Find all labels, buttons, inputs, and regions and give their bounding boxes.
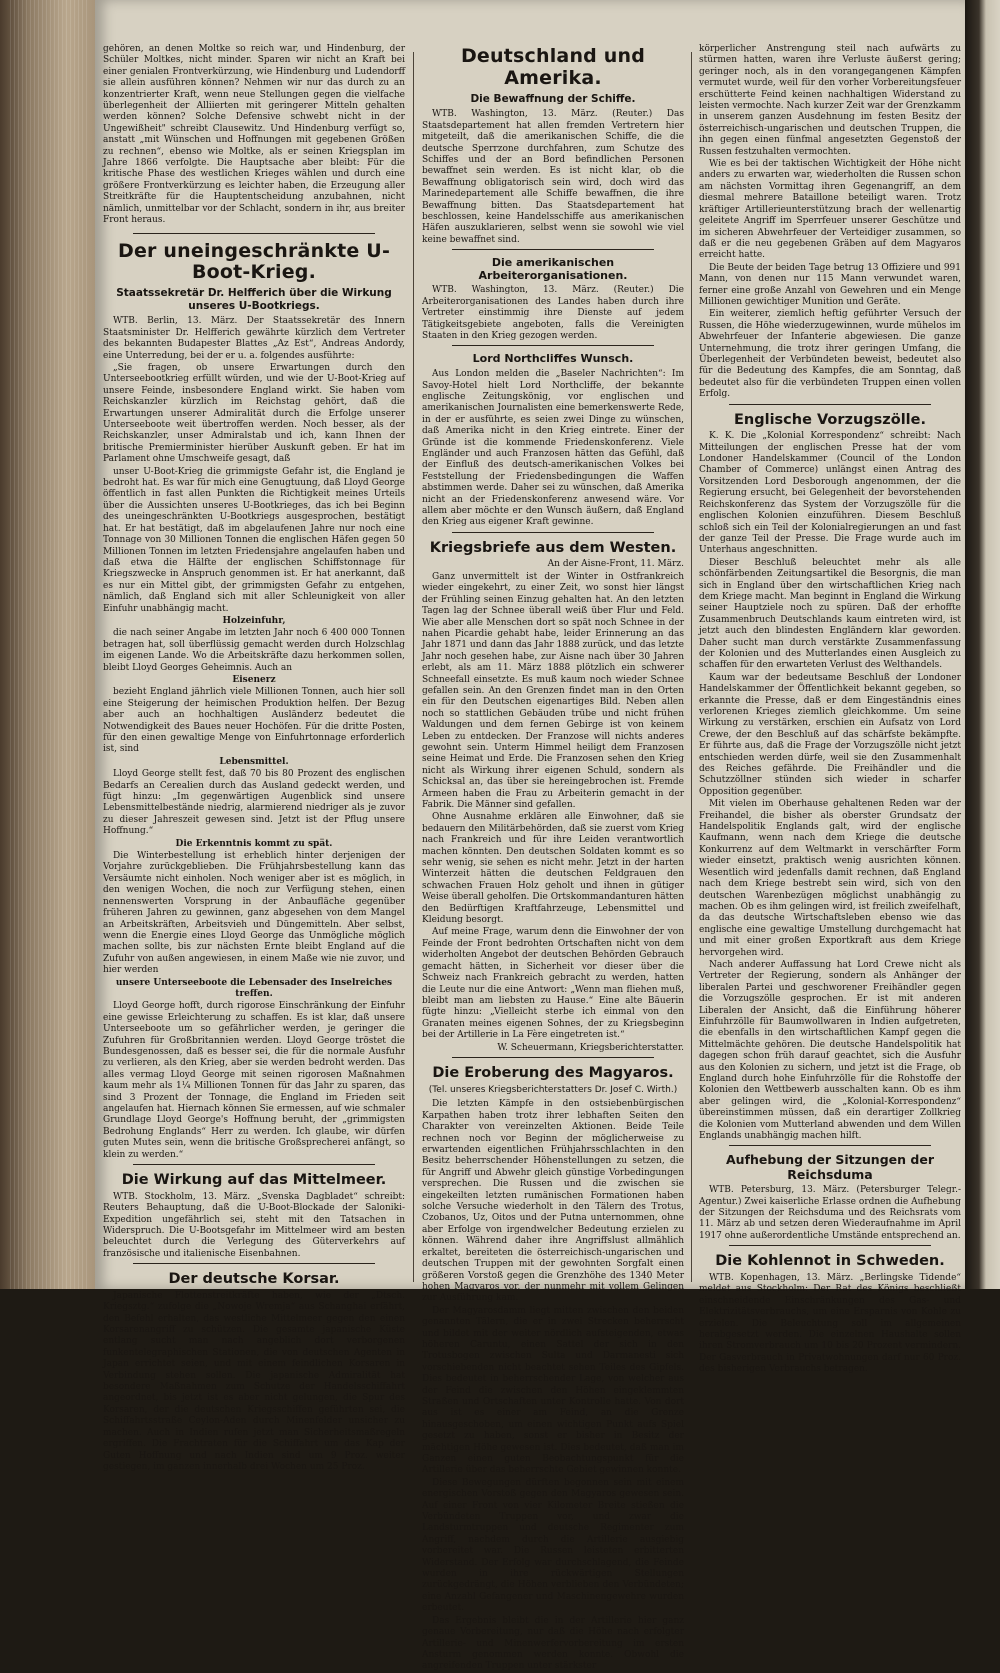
paragraph: unser U-Boot-Krieg die grimmigste Gefahr ist, die England je bedroht hat. Es war für mich eine Genugtuung, daß Lloyd George öffentlich in fast allen Punkten die Richtigkeit meines Urteils über die Aussichten unseres U-Bootkrieges, das ich bei Beginn des uneingeschränkten U-Bootkriegs ausgesprochen, bestätigt hat. Er hat bestätigt, daß im abgelaufenen Jahre nur noch eine Tonnage von 30 Millionen Tonnen die englischen Häfen gegen 50 Millionen Tonnen im letzten Friedensjahre angelaufen haben und daß etwa die Hälfte der englischen Schiffstonnage für Kriegszwecke in Anspruch genommen ist. Er hat anerkannt, daß es nur ein Mittel gibt, der grimmigsten Gefahr zu entgehen, nämlich, daß England sich mit aller Schleunigkeit von aller Einfuhr unabhängig macht. [103,466,405,614]
paragraph: Aus London melden die „Baseler Nachrichten“: Im Savoy-Hotel hielt Lord Northcliffe, der bekannte englische Zeitungskönig, vor englischen und amerikanischen Journalisten eine bemerkenswerte Rede, in der er ausführte, es seien zwei Dinge zu wünschen, daß Amerika nicht in den Krieg eintrete. Einer der Gründe ist die kommende Friedenskonferenz. Viele Engländer und auch Franzosen hätten das Gefühl, daß der Einfluß des deutsch-amerikanischen Volkes bei Feststellung der Friedensbedingungen die Waffen abstimmen werde. Daher sei zu wünschen, daß Amerika nicht an der Friedenskonferenz anwesend wäre. Vor allem aber möchte er den Wunsch äußern, daß England den Krieg aus eigener Kraft gewinne. [422,369,684,528]
signature: W. Scheuermann, Kriegsberichterstatter. [497,1042,684,1053]
headline-reichsduma: Aufhebung der Sitzungen der Reichsduma [726,1152,934,1182]
headline-u-boot-krieg: Der uneingeschränkte U-Boot-Krieg. [117,239,391,284]
column-2 [422,44,684,1672]
paragraph: Ein weiterer, ziemlich heftig geführter Versuch der Russen, die Höhe wiederzugewinnen, wurde mühelos im Abwehrfeuer der Infanterie abgewiesen. Die ganze Unternehmung, die trotz ihrer geringen Umfang, die Überlegenheit der Verbündeten beweist, bedeutet also für die Bedeutung des Kampfes, die am Sonntag, daß bedeutet also für die verbündeten Truppen einen vollen Erfolg. [699,309,961,400]
section-head-lebensader: unsere Unterseeboote die Lebensader des Inselreiches treffen. [115,977,393,999]
paragraph: „Sie fragen, ob unsere Erwartungen durch den Unterseebootkrieg erfüllt würden, und wie der U-Boot-Krieg auf unsere Feinde, insbesondere England wirkt. Sie haben vom Reichskanzler kürzlich im Reichstag gehört, daß die Erwartungen unserer Admiralität durch die Erfolge unserer Unterseeboote weit übertroffen werden. Noch besser, als der Reichskanzler, unser Admiralstab und ich, kann Ihnen der britische Premierminister hierüber Auskunft geben. Er hat im Parlament ohne Umschweife gesagt, daß [103,363,405,465]
paragraph: WTB. Washington, 13. März. (Reuter.) Das Staatsdepartement hat allen fremden Vertretern hier mitgeteilt, daß die amerikanischen Schiffe, die die deutsche Sperrzone durchfahren, zum Schutze des Schiffes und der an Bord befindlichen Personen bewaffnet sein werden. Es ist nicht klar, ob die Bewaffnung obligatorisch sein wird, doch wird das Marinedepartement alle Schiffe bewaffnen, die ihre Bewaffnung bitten. Das Staatsdepartement hat beschlossen, keine Handelsschiffe aus amerikanischen Häfen auszuklarieren, selbst wenn sie sowohl wie viel keine bewaffnet sind. [422,109,684,245]
headline-kohlennot: Die Kohlennot in Schweden. [715,1253,945,1270]
headline-vorzugszoelle: Englische Vorzugszölle. [734,411,926,428]
headline-korsar: Der deutsche Korsar. [168,1271,340,1288]
subheadline-wirth: (Tel. unseres Kriegsberichterstatters Dr. Josef C. Wirth.) [428,1084,678,1095]
paragraph: Ohne Ausnahme erklären alle Einwohner, daß sie bedauern den Militärbehörden, daß sie zuerst vom Krieg nach Frankreich und für ihre Leiden verantwortlich machen könnten. Den deutschen Soldaten kommt es so sehr wenig, sie sehen es nicht mehr. Jetzt in der harten Winterzeit hätten die deutschen Feldgrauen den schwachen Frauen Holz geholt und ihnen in gütiger Weise überall geholfen. Die Ortskommandanturen hätten den Bedürftigen Kraftfahrzeuge, Lebensmittel und Kleidung besorgt. [422,812,684,926]
headline-kriegsbriefe: Kriegsbriefe aus dem Westen. [429,539,677,556]
next-page-edge [965,0,1000,1289]
separator [452,249,654,250]
paragraph: bezieht England jährlich viele Millionen Tonnen, auch hier soll eine Steigerung der heimischen Produktion helfen. Der Bezug aber auch an hochhaltigen Ausländerz bedeutet die Notwendigkeit des Baues neuer Hochöfen. Für die dritte Posten, für den einen gewaltige Menge von Einfuhrtonnage erforderlich ist, sind [103,687,405,755]
paragraph: körperlicher Anstrengung steil nach aufwärts zu stürmen hatten, waren ihre Verluste äußerst gering; geringer noch, als in den vorangegangenen Kämpfen vermutet wurde, weil für den vorher Vorbereitungsfeuer erschütterte Feind keinen nachhaltigen Widerstand zu leisten vermochte. Nach kurzer Zeit war der Grenzkamm in unserem ganzen Ausdehnung im festen Besitz der österreichisch-ungarischen und deutschen Truppen, die ihn gegen einen fünfmal angesetzten Gegenstoß der Russen festzuhalten vermochten. [699,44,961,157]
paragraph: Japanische Flottenstreitkräfte haben, wie der „Dtsch. Kriegsztg.“ zufolge die „Nowoje Wremja“ aus Schanghai erfährt, den Befehl erhalten, das westliche Mittelmeer gegen den einen Korsarenangriff zu schützen. Die gesamte japanische Küste entlang sucht man nach angeblich dort verborgenen funkentelegraphischen Stationen, die von deutschen Agenten in Japan errichtet seien, und mit einem feindlichen Korsaren in Verbindung stehen sollen. Die japanische Admiralität hat besondere Maßnahmen zum Schutze der Handelsschiffahrt angeordnet, bis jetzt ist es aber nicht gelungen, die Spur des Korsaren, der die deutschen Kriegsschiffen geführten sei, die Schiffahrtsstraße Ceylon-Aden durch Minenfelder unsicher zu machen. Auch in Indien rufen jetzt man Sicherheitsmaßregeln ergriffen. Die Frachtraten für die Schiffahrt um das Kap der Guten Hoffnung und nach Indien sind um 9 Proz. weiter gestiegen, im ganzen innerhalb drei Wochen um 25 Proz. [103,1290,405,1472]
section-head-lebensmittel: Lebensmittel. [219,756,289,767]
section-head-eisen: Eisenerz [232,674,276,685]
paragraph: Die Beute der beiden Tage betrug 13 Offiziere und 991 Mann, von denen nur 115 Mann verwundet waren, ferner eine große Anzahl von Gewehren und ein Menge Millionen gewichtiger Munition und Geräte. [699,262,961,307]
column-rule-2 [691,52,692,1282]
separator [729,1145,931,1146]
section-head-holz: Holzeinfuhr, [222,615,286,626]
paragraph: WTB. Washington, 13. März. (Reuter.) Die Arbeiterorganisationen des Landes haben durch ihre Vertreter einstimmig ihre Dienste auf jedem Tätigkeitsgebiete angeboten, falls die Vereinigten Staaten in den Krieg gezogen werden. [422,285,684,342]
paragraph: Kaum war der bedeutsame Beschluß der Londoner Handelskammer der Öffentlichkeit bekannt gegeben, so erkannte die Presse, daß er dem Eingeständnis eines verlorenen Krieges ziemlich gleichkomme. Um seine Wirkung zu verstärken, erschien ein Aufsatz von Lord Crewe, der den Beschluß auf das schärfste bekämpfte. Er führte aus, daß die Frage der Vorzugszölle nicht jetzt entschieden werden dürfe, weil sie den Zusammenhalt des Reiches gefährde. Die Freihändler und die Schutzzöllner stünden sich wieder in scharfer Opposition gegenüber. [699,672,961,797]
paragraph: Dieser Beschluß beleuchtet mehr als alle schönfärbenden Zeitungsartikel die Besorgnis, die man sich in England über den wirtschaftlichen Krieg nach dem Kriege macht. Man beginnt in England die Wirkung seiner Hauptziele noch zu spüren. Daß der erhoffte Zusammenbruch Deutschlands kaum eintreten wird, ist jetzt auch den blindesten Engländern klar geworden. Daher sucht man durch verstärkte Zusammenfassung der Kolonien und des Mutterlandes einen Ausgleich zu schaffen für den erwarteten Verlust des Welthandels. [699,557,961,671]
column-rule-1 [413,52,414,1282]
paragraph: WTB. Stockholm, 13. März. „Svenska Dagbladet“ schreibt: Reuters Behauptung, daß die U-Boot-Blockade der Saloniki-Expedition ungefährlich sei, steht mit den Tatsachen in Widerspruch. Die U-Bootsgefahr im Mittelmeer wird am besten beleuchtet durch die Verlegung des Güterverkehrs auf französische und italienische Eisenbahnen. [103,1191,405,1259]
paragraph: WTB. Berlin, 13. März. Der Staatssekretär des Innern Staatsminister Dr. Helfferich gewährte kürzlich dem Vertreter des bekannten Budapester Blattes „Az Est“, Andreas Andordy, eine Unterredung, bei der er u. a. folgendes ausführte: [103,316,405,361]
section-head-erkenntnis: Die Erkenntnis kommt zu spät. [175,838,333,849]
paragraph: die nach seiner Angabe im letzten Jahr noch 6 400 000 Tonnen betragen hat, soll überflüssig gemacht werden durch Holzschlag im eigenen Lande. Wo die Arbeitskräfte dazu herkommen sollen, bleibt Lloyd Georges Geheimnis. Auch an [103,628,405,673]
paragraph: Wie es bei der taktischen Wichtigkeit der Höhe nicht anders zu erwarten war, wiederholten die Russen schon am nächsten Vormittag ihren Gegenangriff, an dem diesmal mehrere Bataillone beteiligt waren. Trotz kräftiger Artillerieunterstützung brach der wellenartig geleitete Angriff im Sperrfeuer unserer Geschütze und im sicheren Abwehrfeuer der Verteidiger zusammen, so daß er die neu gegebenen Gräben auf dem Magyaros erreicht hatte. [699,159,961,261]
subheadline-helfferich: Staatssekretär Dr. Helfferich über die Wirkung unseres U-Bootkriegs. [116,287,392,312]
column-3 [699,44,961,1375]
headline-deutschland-amerika: Deutschland und Amerika. [460,45,646,89]
separator [133,1263,375,1264]
paragraph: Das Ergebnis bleibt die in der Artillerie hier ganz genaue Vorbereitung, nur daß die Höhe nach erfolgter Artillerie- und Minenwerfervorbereitung im ersten Ansturm genommen werden konnte. Obwohl die angreifenden Truppen unter stärkster [422,1615,684,1672]
paragraph: Die Winterbestellung ist erheblich hinter derjenigen der Vorjahre zurückgeblieben. Die Frühjahrsbestellung kann das Versäumte nicht einholen. Noch weniger aber ist es möglich, in den wenigen Wochen, die noch zur Verfügung stehen, einen nennenswerten Vorsprung in der Anbaufläche gegenüber früheren Jahren zu gewinnen, ganz abgesehen von dem Mangel an Arbeitskräften, Arbeitsvieh und Düngemitteln. Aber selbst, wenn die Energie eines Lloyd George das Unmögliche möglich machen sollte, bis zur nächsten Ernte bleibt England auf die Zufuhr von außen angewiesen, in einem Maße wie nie zuvor, und hier werden [103,851,405,976]
separator [133,1164,375,1165]
dateline: An der Aisne-Front, 11. März. [547,559,684,570]
headline-magyaros: Die Eroberung des Magyaros. [432,1064,674,1081]
headline-mittelmeer: Die Wirkung auf das Mittelmeer. [121,1172,387,1189]
separator [452,345,654,346]
separator [133,233,375,234]
paragraph: Die letzten Kämpfe in den ostsiebenbürgischen Karpathen haben trotz ihrer lebhaften Seiten den Charakter von vereinzelten Aktionen. Beide Teile rechnen noch vor Beginn der möglicherweise zu erwartenden eigentlichen Frühjahrsschlachten in den Besitz beherrschender Höhenstellungen zu setzen, die für Angriff und Abwehr gleich günstige Vorbedingungen versprechen. Die Russen und die zwischen sie eingekeilten letzten rumänischen Formationen haben solche Versuche wiederholt in den Tälern des Trotus, Czobanos, Uz, Oitos und der Putna unternommen, ohne aber Erfolge von irgendwelcher Bedeutung erzielen zu können. Während daher ihre Angriffslust allmählich erkaltet, bereiteten die österreichisch-ungarischen und deutschen Truppen mit der gewohnten Sorgfalt einen größeren Vorstoß gegen die Grenzhöhe des 1340 Meter hohen Magyaros vor, der nunmehr mit vollem Gelingen zur Ausführung kam. [422,1099,684,1304]
paragraph: Auf meine Frage, warum denn die Einwohner der von Feinde der Front bedrohten Ortschaften nicht von dem widerholten Angebot der deutschen Behörden Gebrauch gemacht hätten, in Sicherheit vor dieser über die Schweiz nach Frankreich gebracht zu werden, hatten die Leute nur die eine Antwort: „Wenn man fliehen muß, bleibt man am liebsten zu Hause.“ Eine alte Bäuerin fügte hinzu: „Vielleicht sterbe ich einmal von den Granaten meines eigenen Sohnes, der zu Kriegsbeginn bei der Artillerie in La Fère eingetreten ist.“ [422,927,684,1041]
separator [452,1057,654,1058]
paragraph: WTB. Petersburg, 13. März. (Petersburger Telegr.-Agentur.) Zwei kaiserliche Erlasse ordnen die Aufhebung der Sitzungen der Reichsduma und des Reichsrats vom 11. März ab und setzen deren Wiederaufnahme im April 1917 ohne außerordentliche Umstände entsprechend an. [699,1185,961,1241]
separator [729,404,931,405]
paragraph: K. K. Die „Kolonial Korrespondenz“ schreibt: Nach Mitteilungen der englischen Presse hat der vom Londoner Handelskammer (Council of the London Chamber of Commerce) unlängst einen Antrag des Vorsitzenden Lord Desborough angenommen, der die Regierung ersucht, bei Gelegenheit der bevorstehenden Reichskonferenz das System der Vorzugszölle für die englischen Kolonien einzuführen. Diesem Beschluß schloß sich ein Teil der Kolonialregierungen an und fast der ganze Teil der Presse. Die Frage wurde auch im Unterhaus angeschnitten. [699,431,961,556]
column-1 [103,44,405,1472]
paragraph: Ganz unvermittelt ist der Winter in Ostfrankreich wieder eingekehrt, zu einer Zeit, wo sonst hier längst der Frühling seinen Einzug gehalten hat. An den letzten Tagen lag der Schnee überall weiß über Flur und Feld. Wie aber alle Menschen dort so spät noch Schnee in der nahen Picardie gehabt habe, leider Erinnerung an das Jahr 1871 und dann das Jahr 1888 zurück, und das letzte Jahr noch gesehen habe, zur Aisne nach über 30 Jahren erlebt, als am 11. März 1888 plötzlich ein schwerer Schneefall einsetzte. Es muß kaum noch wieder Schnee gefallen sein. An den Grenzen findet man in den Orten ein für den Deutschen eigenartiges Bild. Neben allen noch so stattlichen Gebäuden trübe und nicht frühen Waldungen und dem fernen Gebirge ist von keinem Leben zu entdecken. Der Franzose will nichts anderes gewohnt sein. Unterm Himmel heiligt dem Franzosen seine Heimat und Erde. Die Franzosen sehen den Krieg nicht als Wirkung ihrer eigenen Schuld, sondern als Schicksal an, das über sie hereingebrochen ist. Fremde Armeen haben die Frau zu Arbeiterin gemacht in der Fabrik. Die Männer sind gefallen. [422,571,684,810]
binding-texture [10,0,90,1289]
paragraph: Nach anderer Auffassung hat Lord Crewe nicht als Vertreter der Regierung, sondern als Anhänger der liberalen Partei und geschworener Freihändler gegen die Vorzugszölle gesprochen. Er ist mit anderen Liberalen der Ansicht, daß die Einführung höherer Einfuhrzölle für Baumwollwaren in Indien aufgetreten, die ebenfalls in den wirtschaftlichen Kampf gegen die Mittelmächte gehören. Die deutsche Handelspolitik hat dagegen schon früh darauf geachtet, sich die Ausfuhr aus den Kolonien zu sichern, und jetzt ist die Frage, ob England durch hohe Einfuhrzölle für die Rohstoffe der Kolonien den Wettbewerb ausschalten kann. Ob es ihm aber gelingen wird, die „Kolonial-Korrespondenz“ übereinstimmen müssen, daß ein derartiger Zollkrieg die Kolonien vom Mutterland abwenden und dem Willen Englands unabhängig machen hilft. [699,959,961,1142]
paragraph: Lloyd George stellt fest, daß 70 bis 80 Prozent des englischen Bedarfs an Cerealien durch das Ausland gedeckt werden, und fügt hinzu: „Im gegenwärtigen Augenblick sind unsere Lebensmittelbestände niedrig, alarmierend niedriger als je zuvor zu dieser Jahreszeit gewesen sind. Jetzt ist der Pflug unsere Hoffnung.“ [103,769,405,837]
subheadline-bewaffnung: Die Bewaffnung der Schiffe. [470,92,636,105]
paragraph: Der Magyarosdamm liegt mitten zwischen den beiden genannten Tälern, die er in zwei Strecken beherrscht und bildet mit der weiter nördlich aufsteigenden, etwas höheren Caruntu, einen Sattel der sich in den Trotusbogen zwischen Sulta und Darmanesti sich vorschiebenden nicht beachtet sehen Teiles des Gipfels. Dies bedeutet in beherrschender Lage, von welcher aus der Feind die zwischen den Höhen eingeklemmten Straßen und Ortschaften unter Kontrolle hatte. Von dort aus ist es einer am Feind, an die Grenze hinausgeschoben, um einen wichtigen Punkt aufs Spiel gesetzt zu haben, sonst er bisher in Besitz der mächtigen Höhe gewesen ist. Dies bedeutet, daß man im Ganzen einen guten Beobachtungspunkt für die Artillerie über das beherrschte Gebiet gewinnen konnte. [422,1305,684,1476]
article-continuation: gehören, an denen Moltke so reich war, und Hindenburg, der Schüler Moltkes, nicht minder. Sparen wir nicht an Kraft bei einer genialen Frontverkürzung, wie Hindenburg und Ludendorff sie allein ausführen können? Nehmen wir nur das durch zu an konzentrierter Kraft, wenn neue Stellungen gegen die vielfache überlegenheit der Alliierten mit geringerer Mitteln gehalten werden können? Solche Defensive schwebt nicht in der Ungewißheit" schreibt Clausewitz. Und Hindenburg verfügt so, anstatt „mit Wünschen und Hoffnungen mit gegebenen Größen zu rechnen“, ebenso wie Moltke, als er seinen Kriegsplan im Jahre 1866 verfolgte. Die Hauptsache aber bleibt: Für die kritische Phase des westlichen Krieges wählen und durch eine größere Frontverkürzung es leichter haben, die Erzeugung aller Streitkräfte für die Hauptentscheidung anzubahnen, nicht nämlich, unmittelbar vor der Schlacht, sondern in ihr, aus breiter Front heraus. [103,44,405,226]
paragraph: Mit vielen im Oberhause gehaltenen Reden war der Freihandel, die bisher als oberster Grundsatz der Handelspolitik Englands galt, wird der englische Kaufmann, wenn nach dem Kriege die deutsche Konkurrenz auf dem Weltmarkt in verschärfter Form wieder einsetzt, praktisch wenig ausrichten können. Wesentlich wird jedenfalls damit rechnen, daß England nach dem Kriege bestrebt sein wird, sich von den deutschen Warenbezügen möglichst unabhängig zu machen. Ob es ihm gelingen wird, ist freilich zweifelhaft, da das deutsche Wirtschaftsleben ebenso wie das englische eine gewaltige Umstellung durchgemacht hat und mit einer großen Exportkraft aus dem Kriege hervorgehen wird. [699,799,961,958]
separator [452,532,654,533]
paragraph: Diese Bewegungen dürften begonnen sein mit einem energischen Vorstoß gegen den Magyaros gewesen sein. Auf einer Front von vier Kilometer Breite stießen die Verbündeten Truppen vor, und zwar die Landsturmtruppen und deutsche Regimenter zum Angriff, nachdem durch die Artillerie ausgiebig vorbereitet war. Die Russen leisteten erbitterten Widerstand. Der Erfolg war durchschlagend, die Feinde wurden in ihre rückwärtigen Stellungen zurückgedrängt, die Höhen verblieben den Verbündeten; eine Anzahl Gefangener und Maschinengewehre wurden erbeutet. [422,1477,684,1614]
separator [729,1245,931,1246]
paragraph: Lloyd George hofft, durch rigorose Einschränkung der Einfuhr eine gewisse Erleichterung zu schaffen. Es ist klar, daß unsere Unterseeboote um so gefährlicher werden, je geringer die Zufuhren für Großbritannien werden. Lloyd George tröstet die Bundesgenossen, daß es besser sei, die für die normale Ausfuhr zu verlieren, als den Krieg, aber sie werden bedroht werden. Das alles vermag Lloyd George mit seinen rigorosen Maßnahmen kaum mehr als 1¼ Millionen Tonnen für das Jahr zu sparen, das sind 3 Prozent der Tonnage, die England im Frieden seit angelaufen hat. Hiernach können Sie ermessen, auf wie schmaler Grundlage Lloyd George's Hoffnung beruht, der „grimmigsten Bedrohung Englands“ Herr zu werden. Ich glaube, wir dürfen guten Mutes sein, wenn die britische Großsprecherei anfängt, so klein zu werden.“ [103,1001,405,1160]
paragraph: WTB. Kopenhagen, 13. März. „Berlingske Tidende“ meldet aus Stockholm: Der Rat des Königs beschließt einschneidende Einschränkungen des Gas- und Elektrizitätsverbrauchs, um eine Ersparnis von Kohle zu erzielen. Die Beleuchtung soll im allgemeinen herabgesetzt werden. Die einzelnen Haushalte sollen ihren Stromverbrauch um 10 bis 20 Prozent vermindern. Der Gasverbrauch in Privatwohnungen darf nur 60 Proz. des bisherigen Verbrauchs betragen. [699,1272,961,1375]
headline-northcliffe: Lord Northcliffes Wunsch. [472,352,634,366]
headline-arbeiterorganisationen: Die amerikanischen Arbeiterorganisationen. [478,256,628,282]
